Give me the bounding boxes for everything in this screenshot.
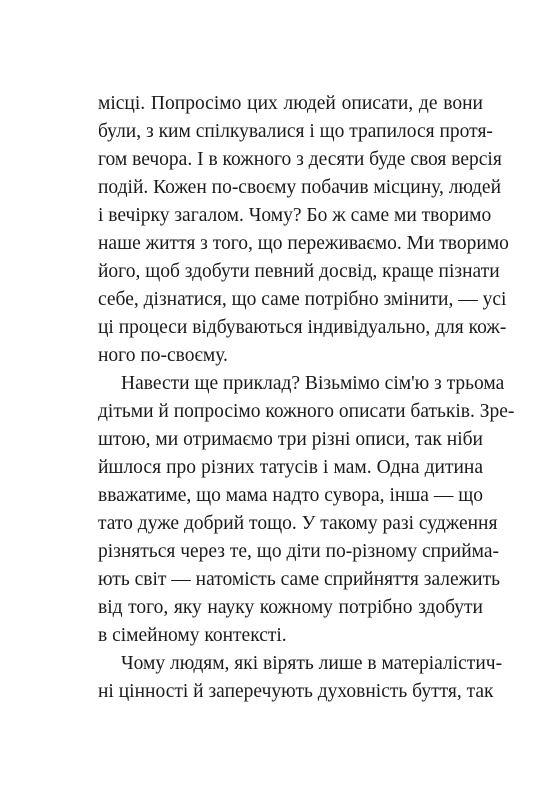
text-line: ють світ — натомість саме сприйняття залежить bbox=[98, 569, 500, 590]
text-line: місці. Попросімо цих людей описати, де вони bbox=[98, 93, 483, 114]
text-line: дітьми й попросімо кожного описати батьків. Зре- bbox=[98, 401, 515, 422]
text-line: Чому людям, які вірять лише в матеріалістич- bbox=[121, 653, 503, 674]
text-line: себе, дізнатися, що саме потрібно змінити, — усі bbox=[98, 289, 507, 310]
text-line: в сімейному контексті. bbox=[98, 625, 287, 646]
text-line: тато дуже добрий тощо. У такому разі судження bbox=[98, 513, 498, 534]
text-line: Навести ще приклад? Візьмімо сім'ю з трьома bbox=[121, 373, 505, 394]
text-line: від того, яку науку кожному потрібно здобути bbox=[98, 597, 483, 618]
text-line: подій. Кожен по-своєму побачив місцину, людей bbox=[98, 177, 502, 198]
text-line: наше життя з того, що переживаємо. Ми творимо bbox=[98, 233, 509, 254]
text-line: гом вечора. І в кожного з десяти буде своя версія bbox=[98, 149, 502, 170]
text-line: були, з ким спілкувалися і що трапилося протя- bbox=[98, 121, 493, 142]
text-line: його, щоб здобути певний досвід, краще пізнати bbox=[98, 261, 500, 282]
text-line: ного по-своєму. bbox=[98, 345, 228, 366]
text-line: і вечірку загалом. Чому? Бо ж саме ми творимо bbox=[98, 205, 492, 226]
text-line: ці процеси відбуваються індивідуально, для кож- bbox=[98, 317, 507, 338]
text-line: штою, ми отримаємо три різні описи, так ніби bbox=[98, 429, 483, 450]
text-line: ні цінності й заперечують духовність буття, так bbox=[98, 681, 494, 702]
text-line: йшлося про різних татусів і мам. Одна дитина bbox=[98, 457, 483, 478]
text-line: різняться через те, що діти по-різному сприйма- bbox=[98, 541, 500, 562]
text-line: вважатиме, що мама надто сувора, інша — що bbox=[98, 485, 483, 506]
